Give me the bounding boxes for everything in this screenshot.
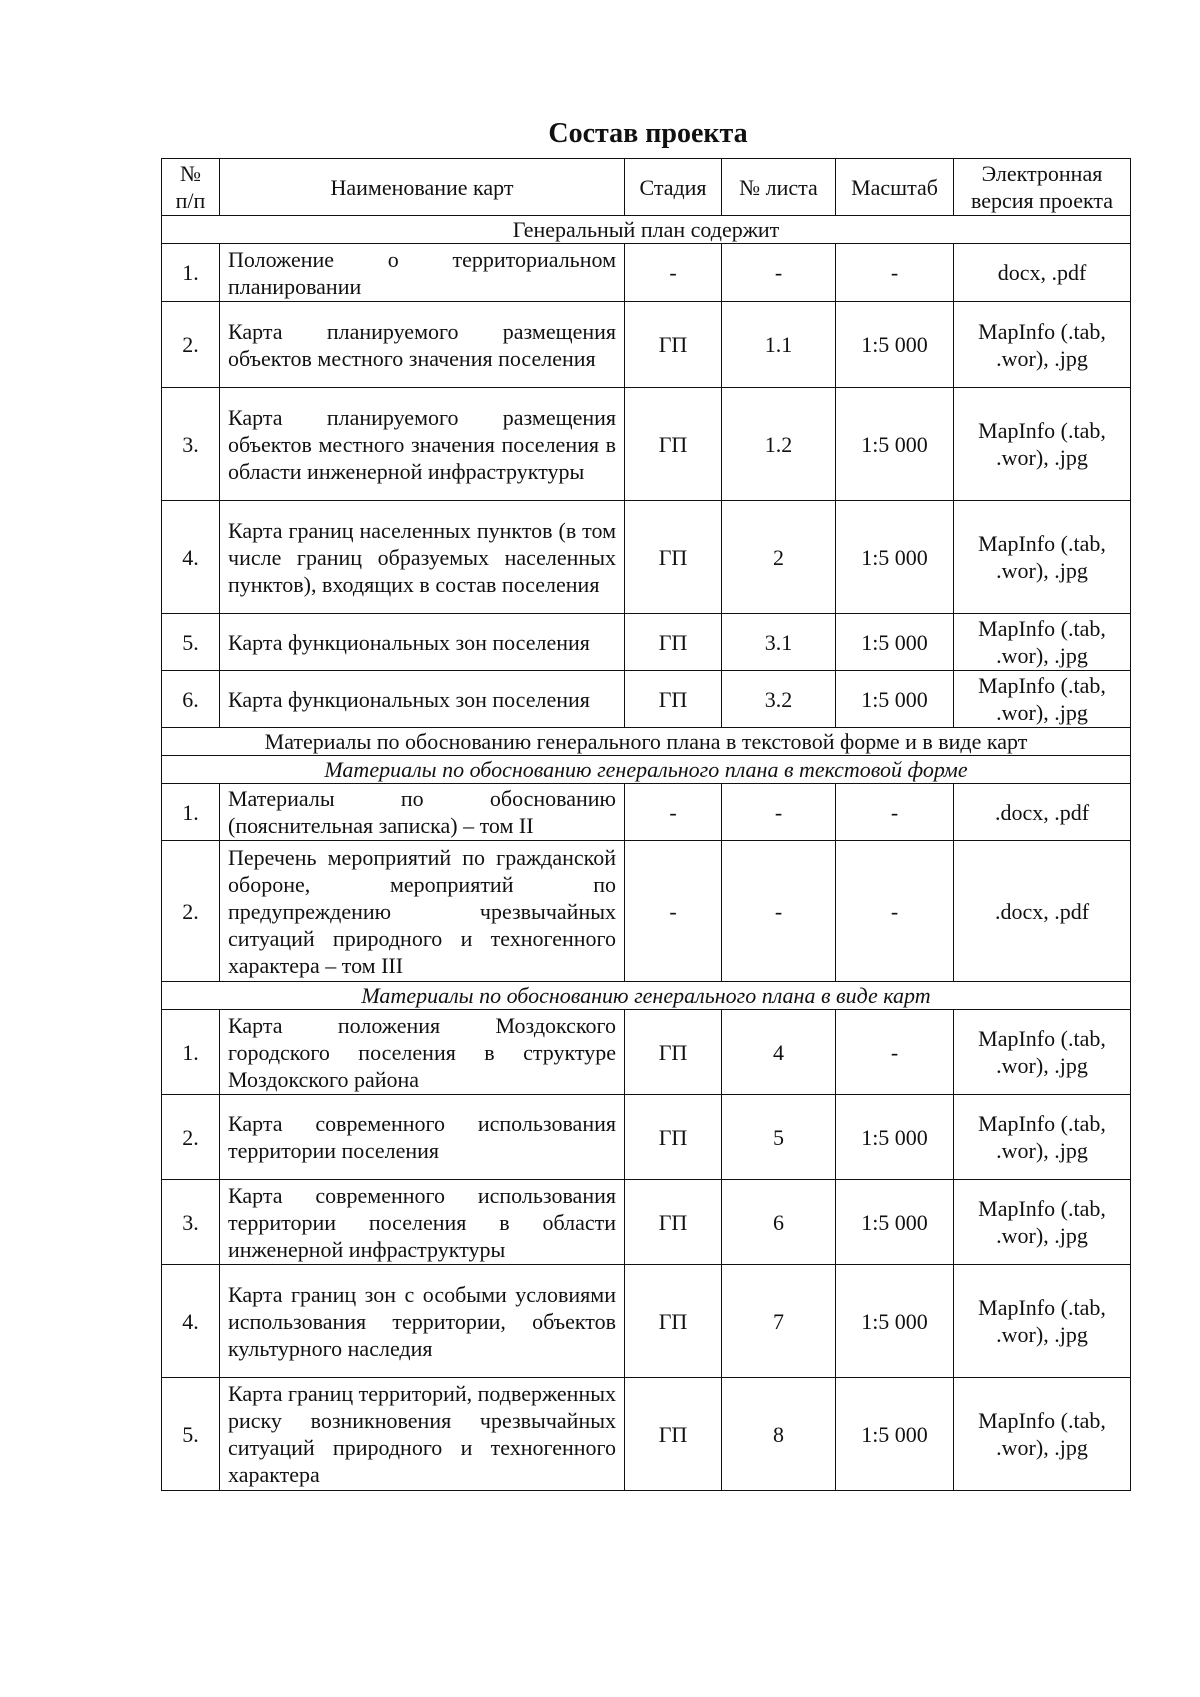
table-row [162,1010,1131,1095]
cell-sheet: 1.1 [722,302,836,388]
table-row [162,302,1131,388]
cell-format: MapInfo (.tab, .wor), .jpg [954,671,1131,728]
header-name: Наименование карт [220,159,625,216]
cell-stage: - [625,841,722,982]
cell-scale: 1:5 000 [836,388,954,501]
cell-name: Материалы по обоснованию (пояснительная записка) – том II [220,784,625,841]
cell-scale: 1:5 000 [836,1180,954,1265]
cell-stage: - [625,244,722,302]
cell-name: Положение о территориальном планировании [220,244,625,302]
cell-scale: - [836,784,954,841]
cell-sheet: - [722,841,836,982]
cell-stage: ГП [625,614,722,671]
section-title: Материалы по обоснованию генерального плана в виде карт [162,982,1131,1010]
cell-scale: 1:5 000 [836,501,954,614]
cell-format: MapInfo (.tab, .wor), .jpg [954,1265,1131,1378]
cell-scale: 1:5 000 [836,671,954,728]
cell-stage: ГП [625,501,722,614]
header-sheet: № листа [722,159,836,216]
table-row [162,244,1131,302]
cell-num: 5. [162,614,220,671]
cell-num: 6. [162,671,220,728]
cell-stage: ГП [625,388,722,501]
cell-scale: 1:5 000 [836,614,954,671]
section-row [162,728,1131,756]
table-row [162,614,1131,671]
cell-format: MapInfo (.tab, .wor), .jpg [954,1095,1131,1180]
cell-sheet: 2 [722,501,836,614]
cell-stage: ГП [625,1180,722,1265]
cell-num: 1. [162,784,220,841]
cell-stage: ГП [625,1378,722,1491]
cell-sheet: 1.2 [722,388,836,501]
cell-name: Карта положения Моздокского городского поселения в структуре Моздокского района [220,1010,625,1095]
cell-scale: - [836,841,954,982]
cell-stage: ГП [625,1010,722,1095]
cell-num: 1. [162,244,220,302]
cell-format: docx, .pdf [954,244,1131,302]
cell-num: 2. [162,841,220,982]
table-body [162,159,1131,1491]
cell-stage: - [625,784,722,841]
cell-format: MapInfo (.tab, .wor), .jpg [954,614,1131,671]
header-num: № п/п [162,159,220,216]
cell-stage: ГП [625,1095,722,1180]
cell-format: .docx, .pdf [954,841,1131,982]
cell-name: Карта современного использования территории поселения [220,1095,625,1180]
cell-name: Карта границ территорий, подверженных риску возникновения чрезвычайных ситуаций природного и техногенного характера [220,1378,625,1491]
section-title: Материалы по обоснованию генерального плана в текстовой форме и в виде карт [162,728,1131,756]
cell-num: 3. [162,1180,220,1265]
cell-name: Карта границ населенных пунктов (в том числе границ образуемых населенных пунктов), входящих в состав поселения [220,501,625,614]
cell-name: Карта границ зон с особыми условиями использования территории, объектов культурного наследия [220,1265,625,1378]
cell-format: MapInfo (.tab, .wor), .jpg [954,1378,1131,1491]
cell-stage: ГП [625,671,722,728]
section-title: Генеральный план содержит [162,216,1131,244]
table-row [162,671,1131,728]
cell-format: MapInfo (.tab, .wor), .jpg [954,302,1131,388]
cell-name: Карта функциональных зон поселения [220,614,625,671]
header-stage: Стадия [625,159,722,216]
cell-sheet: 7 [722,1265,836,1378]
cell-scale: 1:5 000 [836,1265,954,1378]
cell-format: .docx, .pdf [954,784,1131,841]
cell-scale: 1:5 000 [836,1095,954,1180]
table-row [162,784,1131,841]
cell-sheet: 6 [722,1180,836,1265]
cell-scale: 1:5 000 [836,1378,954,1491]
header-format: Электронная версия проекта [954,159,1131,216]
cell-format: MapInfo (.tab, .wor), .jpg [954,1180,1131,1265]
section-row [162,216,1131,244]
table-row [162,388,1131,501]
cell-scale: 1:5 000 [836,302,954,388]
cell-sheet: 3.1 [722,614,836,671]
cell-num: 5. [162,1378,220,1491]
cell-sheet: 4 [722,1010,836,1095]
cell-name: Карта современного использования территории поселения в области инженерной инфраструктуры [220,1180,625,1265]
cell-format: MapInfo (.tab, .wor), .jpg [954,388,1131,501]
table-row [162,501,1131,614]
cell-format: MapInfo (.tab, .wor), .jpg [954,501,1131,614]
cell-sheet: 8 [722,1378,836,1491]
cell-scale: - [836,1010,954,1095]
document-title: Состав проекта [548,118,748,149]
table-row [162,1265,1131,1378]
table-row [162,1095,1131,1180]
section-title: Материалы по обоснованию генерального плана в текстовой форме [162,756,1131,784]
cell-stage: ГП [625,302,722,388]
table-row [162,841,1131,982]
table-row [162,1180,1131,1265]
cell-name: Перечень мероприятий по гражданской обороне, мероприятий по предупреждению чрезвычайных ситуаций природного и техногенного характера – том III [220,841,625,982]
cell-name: Карта планируемого размещения объектов местного значения поселения [220,302,625,388]
cell-sheet: 3.2 [722,671,836,728]
section-row [162,756,1131,784]
cell-sheet: - [722,244,836,302]
cell-num: 4. [162,1265,220,1378]
table-row [162,1378,1131,1491]
cell-format: MapInfo (.tab, .wor), .jpg [954,1010,1131,1095]
cell-num: 2. [162,1095,220,1180]
cell-num: 1. [162,1010,220,1095]
cell-scale: - [836,244,954,302]
cell-stage: ГП [625,1265,722,1378]
cell-sheet: - [722,784,836,841]
cell-name: Карта планируемого размещения объектов местного значения поселения в области инженерной инфраструктуры [220,388,625,501]
cell-sheet: 5 [722,1095,836,1180]
section-row [162,982,1131,1010]
cell-num: 2. [162,302,220,388]
project-composition-table [161,158,1131,1491]
header-row [162,159,1131,216]
cell-num: 3. [162,388,220,501]
header-scale: Масштаб [836,159,954,216]
cell-num: 4. [162,501,220,614]
cell-name: Карта функциональных зон поселения [220,671,625,728]
